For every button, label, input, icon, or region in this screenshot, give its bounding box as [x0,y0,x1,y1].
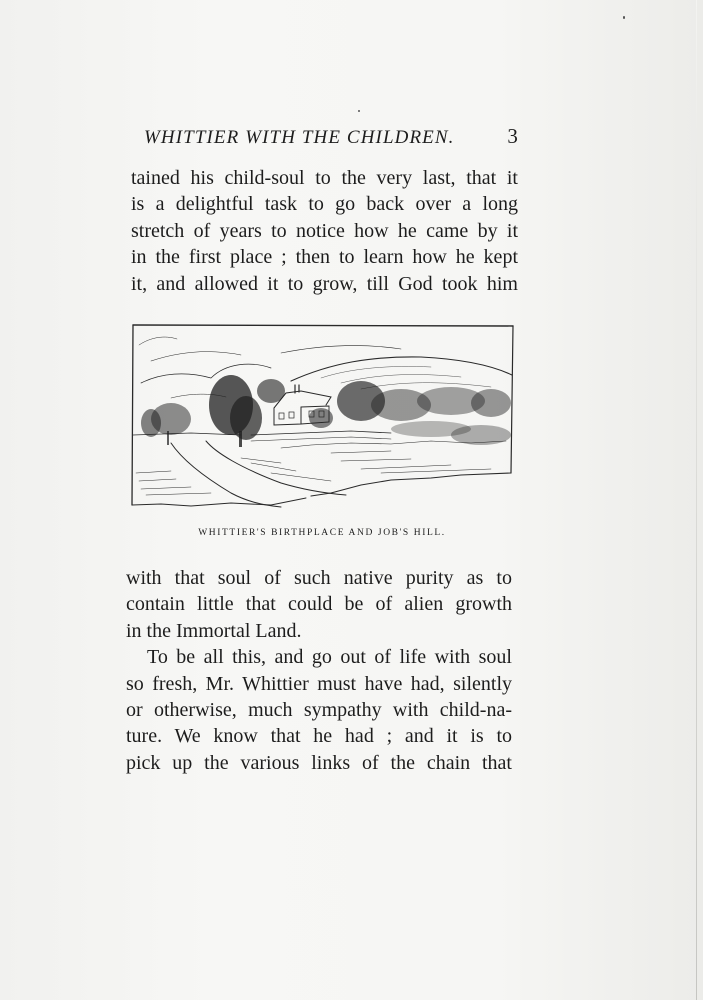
text-line: contain little that could be of alien growth [126,593,512,616]
text-line: in the first place ; then to learn how he kept [131,246,518,269]
text-line: it, and allowed it to grow, till God took him [131,272,518,295]
ink-speck [623,16,625,19]
text-line: so fresh, Mr. Whittier must have had, silently [126,672,512,695]
ink-speck [358,110,360,112]
running-head [144,124,519,150]
text-line: is a delightful task to go back over a long [131,193,518,216]
paragraph-continued [131,165,518,297]
page-number: 3 [507,124,519,148]
paragraph-continuation [126,565,512,776]
text-line: stretch of years to notice how he came by it [131,219,518,242]
text-line: in the Immortal Land. [126,619,302,642]
text-line: ture. We know that he had ; and it is to [126,725,512,748]
illustration-caption: WHITTIER'S BIRTHPLACE AND JOB'S HILL. [198,528,446,538]
text-line: or otherwise, much sympathy with child-na- [126,698,512,721]
text-line: To be all this, and go out of life with soul [147,646,512,669]
page-edge [696,0,697,1000]
birthplace-engraving [131,323,515,509]
text-line: tained his child-soul to the very last, that it [131,167,518,189]
running-head-title: WHITTIER WITH THE CHILDREN. [144,127,455,148]
text-line: with that soul of such native purity as to [126,567,512,589]
text-line: pick up the various links of the chain that [126,751,512,774]
